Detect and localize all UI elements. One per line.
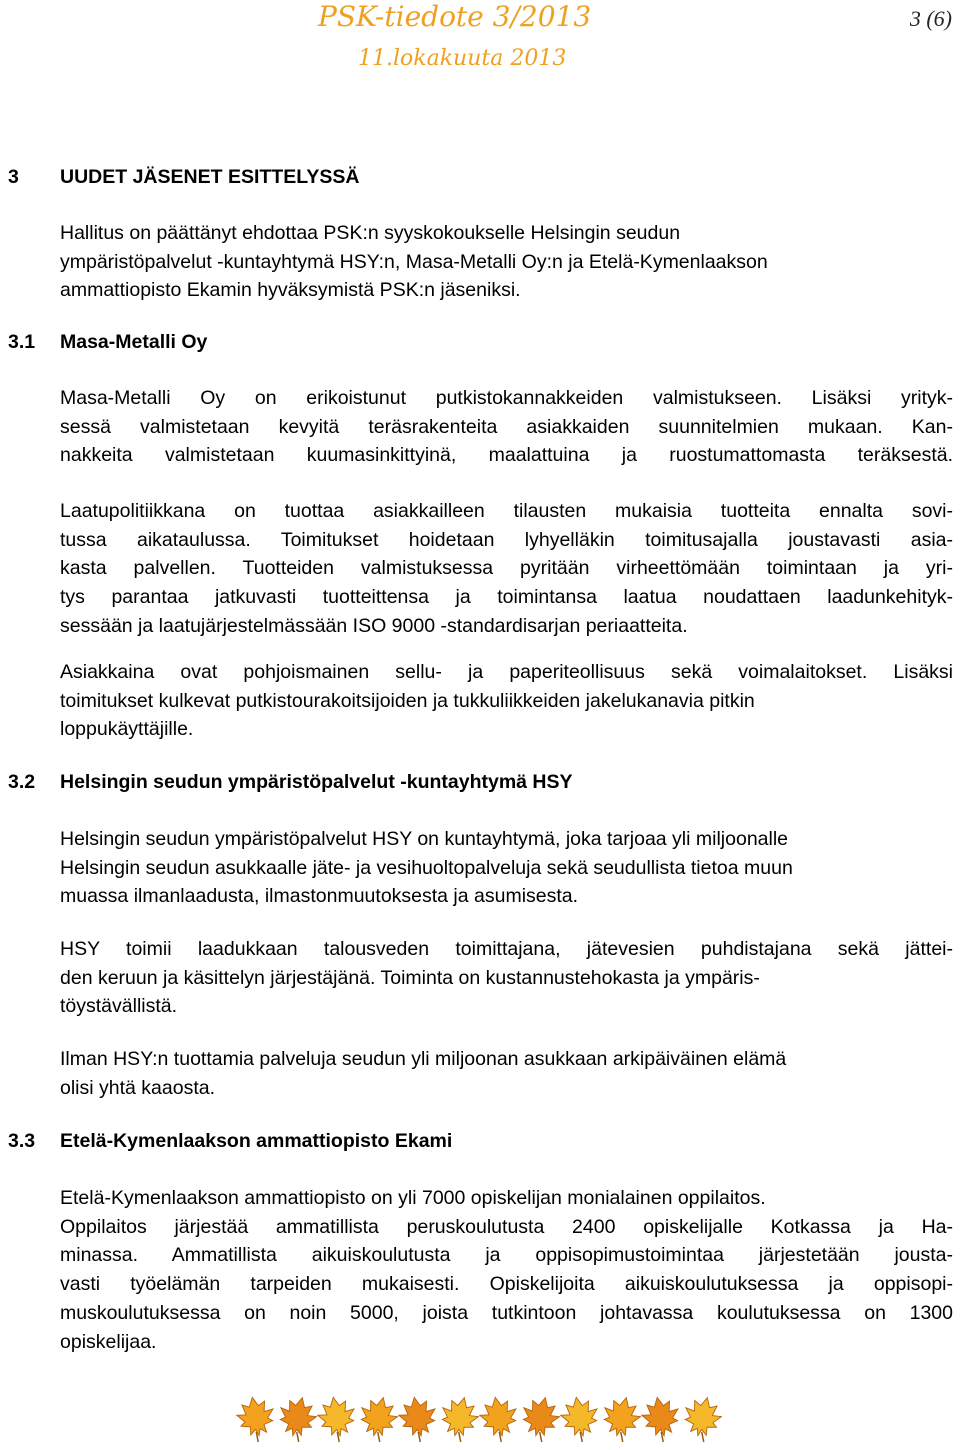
- autumn-leaves-border: [236, 1396, 722, 1446]
- section-heading-3: [8, 166, 359, 189]
- leaf-stem: [378, 1432, 380, 1442]
- section-heading-3-3: [8, 1130, 452, 1153]
- section-heading-3-2: [8, 771, 573, 794]
- masa-metalli-paragraph-3: [60, 658, 953, 744]
- section-heading-3-1: [8, 331, 207, 354]
- text-line: minassa. Ammatillista aikuiskoulutusta ja oppisopimustoimintaa järjestetään jousta-: [60, 1244, 953, 1267]
- text-line: muskoulutuksessa on noin 5000, joista tutkintoon johtavassa koulutuksessa on 1300: [60, 1301, 953, 1324]
- text-line: töystävällistä.: [60, 995, 178, 1018]
- text-line: ympäristöpalvelut -kuntayhtymä HSY:n, Masa-Metalli Oy:n ja Etelä-Kymenlaakson: [60, 250, 768, 273]
- text-line: vasti työelämän tarpeiden mukaisesti. Opiskelijoita aikuiskoulutuksessa ja oppisopi-: [60, 1273, 953, 1296]
- text-line: tussa aikataulussa. Toimitukset hoidetaan lyhyelläkin toimitusajalla joustavasti asia-: [60, 528, 953, 551]
- leaf-icon: [680, 1396, 722, 1440]
- section-3-intro: [60, 219, 953, 305]
- leaf-stem: [621, 1432, 623, 1442]
- leaf-stem: [459, 1432, 461, 1442]
- masa-metalli-paragraph-2: [60, 497, 953, 641]
- page-number: 3 (6): [909, 6, 952, 31]
- text-line: ammattiopisto Ekamin hyväksymistä PSK:n jäseniksi.: [60, 279, 521, 302]
- leaf-stem: [297, 1432, 299, 1442]
- text-line: kasta palvellen. Tuotteiden valmistuksessa pyritään virheettömään toimintaan ja yri-: [60, 557, 953, 580]
- hsy-paragraph-2: [60, 935, 953, 1021]
- text-line: Helsingin seudun ympäristöpalvelut HSY on kuntayhtymä, joka tarjoaa yli miljoonalle: [60, 828, 789, 850]
- text-line: Oppilaitos järjestää ammatillista peruskoulutusta 2400 opiskelijalle Kotkassa ja Ha-: [60, 1215, 953, 1238]
- text-line: Masa-Metalli Oy on erikoistunut putkistokannakkeiden valmistukseen. Lisäksi yrityk-: [60, 387, 953, 409]
- section-number: 3: [8, 166, 19, 188]
- text-line: toimitukset kulkevat putkistourakoitsijoiden ja tukkuliikkeiden jakelukanavia pitkin: [60, 689, 755, 712]
- text-line: Helsingin seudun asukkaalle jäte- ja vesihuoltopalveluja sekä seudullista tietoa muun: [60, 856, 793, 879]
- text-line: nakkeita valmistetaan kuumasinkittyinä, maalattuina ja ruostumattomasta teräksestä.: [60, 444, 953, 467]
- hsy-paragraph-3: [60, 1045, 953, 1102]
- section-number: 3.1: [8, 331, 36, 353]
- section-title: Helsingin seudun ympäristöpalvelut -kuntayhtymä HSY: [60, 771, 573, 793]
- text-line: tys parantaa jatkuvasti tuotteittensa ja toimintansa laatua noudattaen laadunkehityk-: [60, 586, 953, 609]
- text-line: Ilman HSY:n tuottamia palveluja seudun yli miljoonan asukkaan arkipäiväinen elämä: [60, 1048, 787, 1070]
- text-line: loppukäyttäjille.: [60, 718, 194, 741]
- newsletter-title: PSK-tiedote 3/2013: [318, 0, 592, 33]
- leaf-stem: [702, 1432, 704, 1442]
- text-line: olisi yhtä kaaosta.: [60, 1076, 216, 1099]
- text-line: Hallitus on päättänyt ehdottaa PSK:n syyskokoukselle Helsingin seudun: [60, 222, 681, 244]
- text-line: muassa ilmanlaadusta, ilmastonmuutoksesta ja asumisesta.: [60, 885, 579, 908]
- section-title: Etelä-Kymenlaakson ammattiopisto Ekami: [60, 1130, 453, 1152]
- section-title: UUDET JÄSENET ESITTELYSSÄ: [60, 166, 360, 188]
- text-line: Etelä-Kymenlaakson ammattiopisto on yli 7000 opiskelijan monialainen oppilaitos.: [60, 1187, 766, 1209]
- masa-metalli-paragraph-1: [60, 384, 953, 470]
- leaf-stem: [540, 1432, 542, 1442]
- text-line: sessään ja laatujärjestelmässään ISO 9000 -standardisarjan periaatteita.: [60, 614, 688, 637]
- text-line: opiskelijaa.: [60, 1330, 157, 1353]
- section-number: 3.3: [8, 1130, 36, 1152]
- text-line: Asiakkaina ovat pohjoismainen sellu- ja paperiteollisuus sekä voimalaitokset. Lisäksi: [60, 661, 953, 683]
- section-number: 3.2: [8, 771, 36, 793]
- text-line: sessä valmistetaan kevyitä teräsrakenteita asiakkaiden suunnitelmien mukaan. Kan-: [60, 415, 953, 438]
- text-line: Laatupolitiikkana on tuottaa asiakkailleen tilausten mukaisia tuotteita ennalta sovi-: [60, 500, 953, 522]
- section-title: Masa-Metalli Oy: [60, 331, 208, 353]
- text-line: HSY toimii laadukkaan talousveden toimittajana, jätevesien puhdistajana sekä jättei-: [60, 938, 953, 960]
- ekami-paragraph-1: [60, 1184, 953, 1356]
- text-line: den keruun ja käsittelyn järjestäjänä. Toiminta on kustannustehokasta ja ympäris-: [60, 966, 760, 989]
- newsletter-date: 11.lokakuuta 2013: [358, 46, 567, 71]
- hsy-paragraph-1: [60, 825, 953, 911]
